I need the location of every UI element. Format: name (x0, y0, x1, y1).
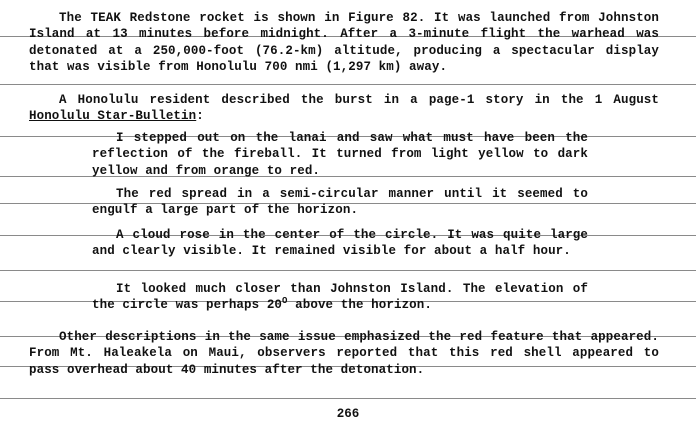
ruled-line (0, 270, 696, 271)
ruled-line (0, 398, 696, 399)
ruled-line (0, 84, 696, 85)
degree-superscript: O (282, 296, 288, 307)
quote-elevation-tail: above the horizon. (287, 298, 432, 313)
newspaper-title: Honolulu Star-Bulletin (29, 109, 197, 124)
paragraph-teak-launch: The TEAK Redstone rocket is shown in Figure 82. It was launched from Johnston Island at 13 minutes before midnight. After a 3-minute flight the warhead was detonated at a 250,000-foot (76.2-km) altitude, producing a spectacular display that was visible from Honolulu 700 nmi (1,297 km) away. (29, 11, 659, 75)
paragraph-lead-text: A Honolulu resident described the burst in a page-1 story in the 1 August (59, 93, 659, 107)
page-number: 266 (336, 407, 360, 421)
quote-elevation-text: It looked much closer than Johnston Island. The elevation of the circle was perhaps 20 (92, 282, 588, 313)
quote-red-spread: The red spread in a semi-circular manner until it seemed to engulf a large part of the horizon. (92, 187, 588, 218)
quote-elevation (92, 281, 588, 314)
paragraph-colon: : (196, 109, 204, 124)
quote-cloud: A cloud rose in the center of the circle. It was quite large and clearly visible. It remained visible for about a half hour. (92, 228, 588, 259)
paragraph-honolulu-resident (29, 92, 659, 125)
quote-fireball: I stepped out on the lanai and saw what must have been the reflection of the fireball. It turned from light yellow to dark yellow and from orange to red. (92, 131, 588, 178)
paragraph-other-descriptions: Other descriptions in the same issue emphasized the red feature that appeared. From Mt. Haleakela on Maui, observers reported that this red shell appeared to pass overhead about 40 minutes after the detonation. (29, 330, 659, 377)
